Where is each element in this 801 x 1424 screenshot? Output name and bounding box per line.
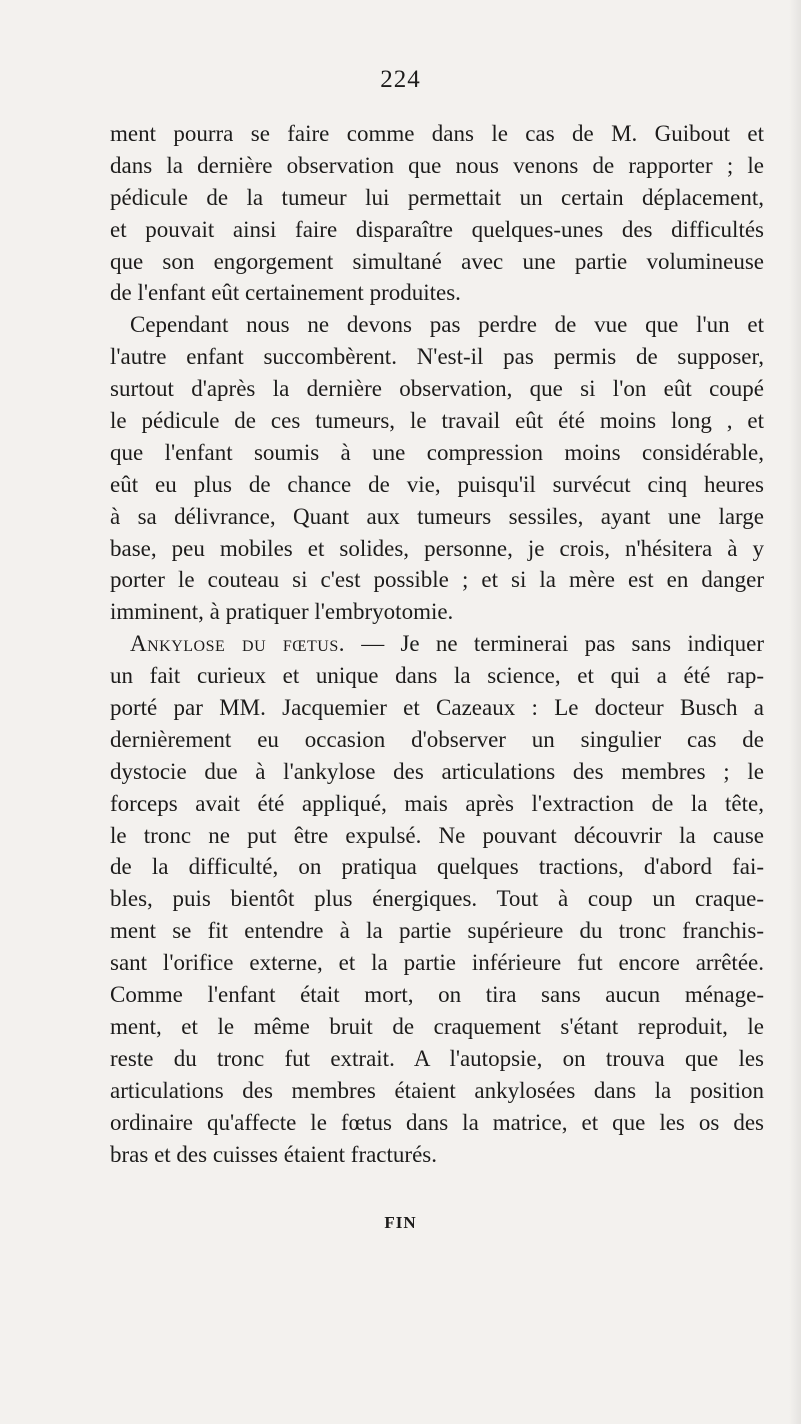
text-line: dans la dernière observation que nous venons de rapporter ; le — [110, 152, 764, 178]
text-line: ment, et le même bruit de craquement s'étant reproduit, le — [110, 1013, 764, 1039]
text-line-with-heading — [110, 628, 764, 660]
text-line: dernièrement eu occasion d'observer un singulier cas de — [110, 726, 764, 752]
text-line: bles, puis bientôt plus énergiques. Tout à coup un craque- — [110, 886, 764, 912]
text-line: de la difficulté, on pratiqua quelques tractions, d'abord fai- — [110, 854, 764, 880]
text-line-rest: — Je ne terminerai pas sans indiquer — [361, 631, 764, 657]
text-line: forceps avait été appliqué, mais après l'extraction de la tête, — [110, 790, 764, 816]
text-line: que son engorgement simultané avec une partie volumineuse — [110, 248, 764, 274]
text-line: un fait curieux et unique dans la science, et qui a été rap- — [110, 663, 764, 689]
text-line: eût eu plus de chance de vie, puisqu'il survécut cinq heures — [110, 471, 764, 497]
text-line: le tronc ne put être expulsé. Ne pouvant découvrir la cause — [110, 822, 764, 848]
text-line: l'autre enfant succombèrent. N'est-il pas permis de supposer, — [110, 344, 764, 370]
text-line: bras et des cuisses étaient fracturés. — [110, 1141, 437, 1167]
section-heading: Ankylose du fœtus. — [130, 631, 345, 657]
text-line: Cependant nous ne devons pas perdre de vue que l'un et — [130, 312, 764, 338]
text-line: ment se fit entendre à la partie supérieure du tronc franchis- — [110, 918, 764, 944]
text-line: imminent, à pratiquer l'embryotomie. — [110, 599, 454, 625]
page-edge-shadow — [789, 0, 801, 1424]
text-line: ment pourra se faire comme dans le cas de M. Guibout et — [110, 121, 764, 146]
text-line: de l'enfant eût certainement produites. — [110, 280, 461, 306]
text-line: base, peu mobiles et solides, personne, je crois, n'hésitera à y — [110, 535, 764, 561]
text-line: surtout d'après la dernière observation, que si l'on eût coupé — [110, 376, 764, 402]
text-line: le pédicule de ces tumeurs, le travail eût été moins long , et — [110, 408, 764, 434]
text-line: reste du tronc fut extrait. A l'autopsie, on trouva que les — [110, 1045, 764, 1071]
text-line: à sa délivrance, Quant aux tumeurs sessiles, ayant une large — [110, 503, 764, 529]
text-line: porter le couteau si c'est possible ; et si la mère est en danger — [110, 567, 764, 593]
text-line: que l'enfant soumis à une compression moins considérable, — [110, 439, 764, 465]
text-line: dystocie due à l'ankylose des articulations des membres ; le — [110, 758, 764, 784]
body-text — [110, 118, 764, 1170]
text-line: sant l'orifice externe, et la partie inférieure fut encore arrêtée. — [110, 950, 764, 976]
text-line: pédicule de la tumeur lui permettait un certain déplacement, — [110, 184, 764, 210]
page-number: 224 — [380, 66, 421, 93]
text-line: porté par MM. Jacquemier et Cazeaux : Le docteur Busch a — [110, 695, 764, 721]
text-line: Comme l'enfant était mort, on tira sans aucun ménage- — [110, 982, 764, 1008]
end-mark: FIN — [384, 1213, 417, 1232]
text-line: ordinaire qu'affecte le fœtus dans la matrice, et que les os des — [110, 1109, 764, 1135]
text-line: et pouvait ainsi faire disparaître quelques-unes des difficultés — [110, 216, 764, 242]
text-line: articulations des membres étaient ankylosées dans la position — [110, 1077, 764, 1103]
